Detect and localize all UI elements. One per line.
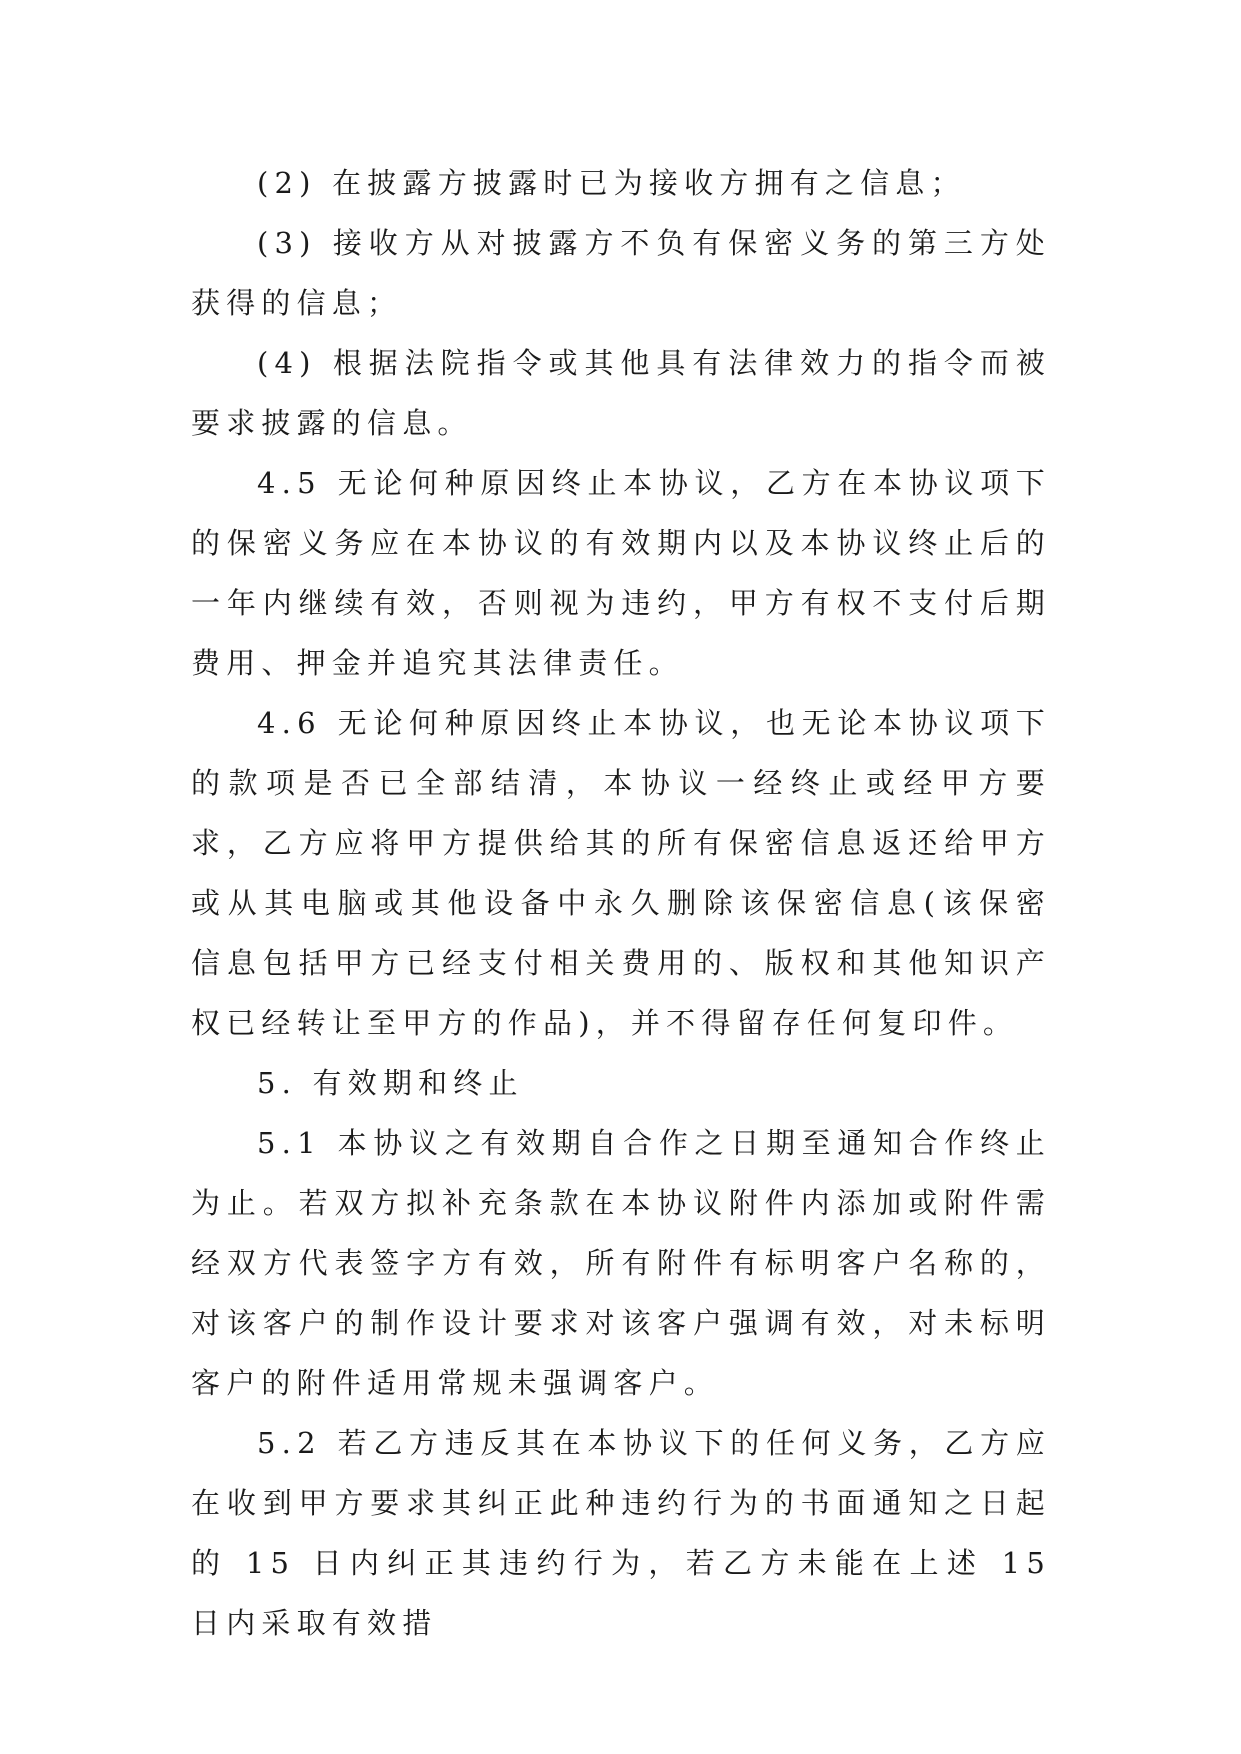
clause-4-6: 4.6 无论何种原因终止本协议，也无论本协议项下的款项是否已全部结清，本协议一经终止或经甲方要求，乙方应将甲方提供给其的所有保密信息返还给甲方或从其电脑或其他设备中永久删除该保密信息(该保密信息包括甲方已经支付相关费用的、版权和其他知识产权已经转让至甲方的作品)，并不得留存任何复印件。	[191, 706, 1051, 1040]
clause-5-2: 5.2 若乙方违反其在本协议下的任何义务，乙方应在收到甲方要求其纠正此种违约行为的书面通知之日起的 15 日内纠正其违约行为，若乙方未能在上述 15 日内采取有效措	[191, 1426, 1051, 1640]
clause-4-4-item-3: (3) 接收方从对披露方不负有保密义务的第三方处获得的信息；	[191, 226, 1051, 320]
clause-4-5: 4.5 无论何种原因终止本协议，乙方在本协议项下的保密义务应在本协议的有效期内以及本协议终止后的一年内继续有效，否则视为违约，甲方有权不支付后期费用、押金并追究其法律责任。	[191, 466, 1051, 680]
document-body	[191, 153, 1051, 1653]
clause-4-4-item-4: (4) 根据法院指令或其他具有法律效力的指令而被要求披露的信息。	[191, 346, 1051, 440]
clause-4-4-item-2: (2) 在披露方披露时已为接收方拥有之信息；	[257, 166, 966, 200]
clause-5-1: 5.1 本协议之有效期自合作之日期至通知合作终止为止。若双方拟补充条款在本协议附件内添加或附件需经双方代表签字方有效，所有附件有标明客户名称的，对该客户的制作设计要求对该客户强调有效，对未标明客户的附件适用常规未强调客户。	[191, 1126, 1051, 1400]
section-5-heading: 5. 有效期和终止	[257, 1066, 524, 1100]
